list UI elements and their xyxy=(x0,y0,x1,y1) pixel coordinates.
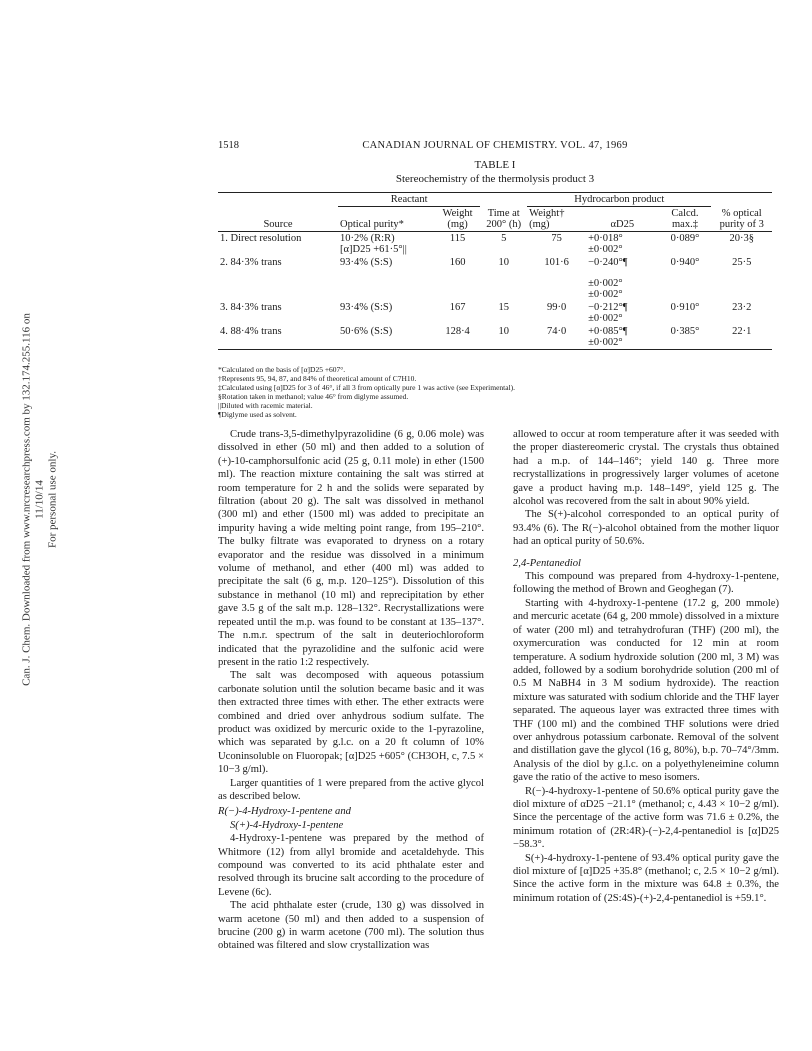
paragraph: The S(+)-alcohol corresponded to an optical purity of 93.4% (6). The R(−)-alcohol obtained from the mother liquor had an optical purity of 50.6%. xyxy=(513,509,779,548)
cell-weight-product: 99·0 xyxy=(546,302,567,313)
cell-optical: 10·2% (R:R) [α]D25 +61·5°|| xyxy=(340,233,407,255)
journal-title: CANADIAN JOURNAL OF CHEMISTRY. VOL. 47, 1969 xyxy=(362,140,628,151)
cell-weight: 167 xyxy=(449,302,466,313)
cell-time: 10 xyxy=(498,326,509,337)
cell-alpha: +0·085°¶ ±0·002° xyxy=(588,326,628,348)
watermark-line-1: Can. J. Chem. Downloaded from www.nrcresearchpress.com by 132.174.255.116 on 11/10/14 xyxy=(20,313,46,686)
paragraph: The salt was decomposed with aqueous potassium carbonate solution until the solution became basic and it was then extracted three times with ether. The ether extracts were combined and dried over anhydrous sodium sulfate. The product was oxidized by mercuric oxide to the 1-pyrazoline, which was separated by g.l.c. on a 20 ft column of 10% Uconinsoluble on Fluoropak; [α]D25 +605° (CH3OH, c, 7.5 × 10−3 g/ml). xyxy=(218,670,484,776)
paragraph: This compound was prepared from 4-hydroxy-1-pentene, following the method of Brown and Geoghegan (7). xyxy=(513,571,779,596)
table-row xyxy=(218,232,772,257)
cell-calcd: 0·089° xyxy=(670,233,700,244)
table-row xyxy=(218,325,772,350)
right-column xyxy=(513,428,779,905)
header-hydrocarbon: Hydrocarbon product xyxy=(527,193,711,207)
section-heading: R(−)-4-Hydroxy-1-pentene and xyxy=(218,806,351,818)
table-caption xyxy=(218,158,772,186)
footnote: *Calculated on the basis of [α]D25 +607°. xyxy=(218,365,346,374)
paragraph: Starting with 4-hydroxy-1-pentene (17.2 g, 200 mmole) and mercuric acetate (64 g, 200 mmole) dissolved in a mixture of water (200 ml) and tetrahydrofuran (THF) (200 ml), the oxymercuration was conducted for 12 min at room temperature. A sodium hydroxide solution (200 ml, 3 M) was added, followed by a sodium borohydride solution (200 ml of 0.5 M NaBH4 in 3 M sodium hydroxide). The reaction mixture was saturated with sodium chloride and the THF layer separated. The aqueous layer was extracted three times with THF (100 ml) and the combined THF solutions were dried over anhydrous potassium carbonate. Removal of the solvent and distillation gave the glycol (16 g, 80%), b.p. 70–74°/3mm. Analysis of the diol by g.l.c. on a polyethyleneimine column gave the ratio of the active to meso isomers. xyxy=(513,597,779,784)
paragraph: allowed to occur at room temperature after it was seeded with the proper diastereomeric crystal. The crystals thus obtained had a m.p. of 144–146°; yield 140 g. Three more recrystallizations in progressively larger volumes of acetone gave a product having m.p. 148–149°, yield 125 g. The alcohol was recovered from the salt in about 90% yield. xyxy=(513,429,779,508)
section-heading: S(+)-4-Hydroxy-1-pentene xyxy=(230,819,344,831)
cell-time: 10 xyxy=(498,257,509,268)
cell-source: 1. Direct resolution xyxy=(220,233,302,244)
left-column xyxy=(218,428,484,953)
header-alpha: αD25 xyxy=(610,219,635,230)
cell-source: 2. 84·3% trans xyxy=(220,257,282,268)
cell-weight: 115 xyxy=(449,233,466,244)
table-row xyxy=(218,256,772,301)
header-optical-purity-3: % optical purity of 3 xyxy=(719,208,764,230)
cell-calcd: 0·910° xyxy=(670,302,700,313)
cell-pct: 22·1 xyxy=(732,326,752,337)
paragraph: 4-Hydroxy-1-pentene was prepared by the method of Whitmore (12) from allyl bromide and acetaldehyde. This compound was converted to its acid phthalate ester and resolved through its brucine salt according to the procedure of Levene (6c). xyxy=(218,833,484,898)
footnote: ||Diluted with racemic material. xyxy=(218,401,313,410)
paragraph: The acid phthalate ester (crude, 130 g) was dissolved in warm acetone (50 ml) and then added to a suspension of brucine (200 g) in warm acetone (700 ml). The solution thus obtained was filtered and slow crystallization was xyxy=(218,900,484,952)
table-title: TABLE I xyxy=(474,159,516,171)
paragraph: Larger quantities of 1 were prepared from the active glycol as described below. xyxy=(218,777,484,802)
cell-source: 3. 84·3% trans xyxy=(220,302,282,313)
cell-source: 4. 88·4% trans xyxy=(220,326,282,337)
table-footnotes xyxy=(218,365,772,419)
header-reactant: Reactant xyxy=(338,193,480,207)
cell-pct: 20·3§ xyxy=(729,233,754,244)
paragraph: S(+)-4-hydroxy-1-pentene of 93.4% optical purity gave the diol mixture of [α]D25 +35.8° (methanol; c, 2.5 × 10−2 g/ml). Since the active form in the mixture was 64.8 ± 0.3%, the minimum rotation of (2S:4S)-(+)-2,4-pentanediol is +59.1°. xyxy=(513,852,779,904)
section-heading: 2,4-Pentanediol xyxy=(513,557,581,569)
header-calcd: Calcd. max.‡ xyxy=(671,208,699,230)
cell-time: 5 xyxy=(501,233,507,244)
results-table xyxy=(218,192,772,350)
cell-pct: 25·5 xyxy=(732,257,752,268)
cell-alpha: +0·018° ±0·002° xyxy=(588,233,623,255)
watermark-line-2: For personal use only. xyxy=(46,450,59,549)
footnote: ¶Diglyme used as solvent. xyxy=(218,410,297,419)
header-time: Time at 200° (h) xyxy=(486,208,522,230)
table-subtitle: Stereochemistry of the thermolysis product 3 xyxy=(395,173,595,185)
header-weight-product: Weight† (mg) xyxy=(529,208,565,230)
footnote: ‡Calculated using [α]D25 for 3 of 46°, if all 3 from optically pure 1 was active (see Experimental). xyxy=(218,383,516,392)
cell-weight-product: 74·0 xyxy=(546,326,567,337)
cell-calcd: 0·385° xyxy=(670,326,700,337)
header-source: Source xyxy=(263,219,293,230)
cell-weight-product: 75 xyxy=(551,233,562,244)
header-optical: Optical purity* xyxy=(340,219,404,230)
download-watermark xyxy=(21,310,60,690)
cell-weight: 128·4 xyxy=(445,326,470,337)
cell-optical: 93·4% (S:S) xyxy=(340,302,393,313)
header-weight: Weight (mg) xyxy=(442,208,473,230)
footnote: §Rotation taken in methanol; value 46° from diglyme assumed. xyxy=(218,392,409,401)
paragraph: R(−)-4-hydroxy-1-pentene of 50.6% optical purity gave the diol mixture of αD25 −21.1° (methanol; c, 4.43 × 10−2 g/ml). Since the percentage of the active form was 71.6 ± 0.2%, the minimum rotation of (2R:4R)-(−)-2,4-pentanediol is [α]D25 −58.3°. xyxy=(513,785,779,851)
cell-pct: 23·2 xyxy=(732,302,752,313)
footnote: †Represents 95, 94, 87, and 84% of theoretical amount of C7H10. xyxy=(218,374,417,383)
cell-optical: 93·4% (S:S) xyxy=(340,257,393,268)
page-number: 1518 xyxy=(218,140,239,151)
cell-time: 15 xyxy=(498,302,509,313)
cell-weight-product: 101·6 xyxy=(544,257,569,268)
cell-calcd: 0·940° xyxy=(670,257,700,268)
cell-optical: 50·6% (S:S) xyxy=(340,326,393,337)
cell-alpha: −0·240°¶ ±0·002° ±0·002° xyxy=(588,257,628,300)
cell-alpha: −0·212°¶ ±0·002° xyxy=(588,302,628,324)
table-row xyxy=(218,301,772,325)
cell-weight: 160 xyxy=(449,257,466,268)
paragraph: Crude trans-3,5-dimethylpyrazolidine (6 g, 0.06 mole) was dissolved in ether (50 ml) and then added to a solution of (+)-10-camphorsulfonic acid (25 g, 0.11 mole) in ether (1500 ml). The reaction mixture containing the salt was stirred at room temperature for 2 h and the solids were separated by filtration (about 20 g). The salt was dissolved in methanol (300 ml) and ether (1500 ml) was added to precipitate an impurity having a wide melting point range, from 195–210°. The bulky filtrate was evaporated to dryness on a rotary evaporator and the residue was dissolved in a minimum volume of methanol, and ether (400 ml) was added to precipitate the salt (6 g, m.p. 120–125°). Dissolution of this substance in methanol (10 ml) and reprecipitation by ether gave 3.5 g of the salt m.p. 128–132°. Recrystallizations were repeated until the m.p. was found to be constant at 135–137°. The n.m.r. spectrum of the salt in deuteriochloroform indicated that the pyrazolidine and the sulfonic acid were present in the ratio 1:2 respectively. xyxy=(218,429,484,668)
